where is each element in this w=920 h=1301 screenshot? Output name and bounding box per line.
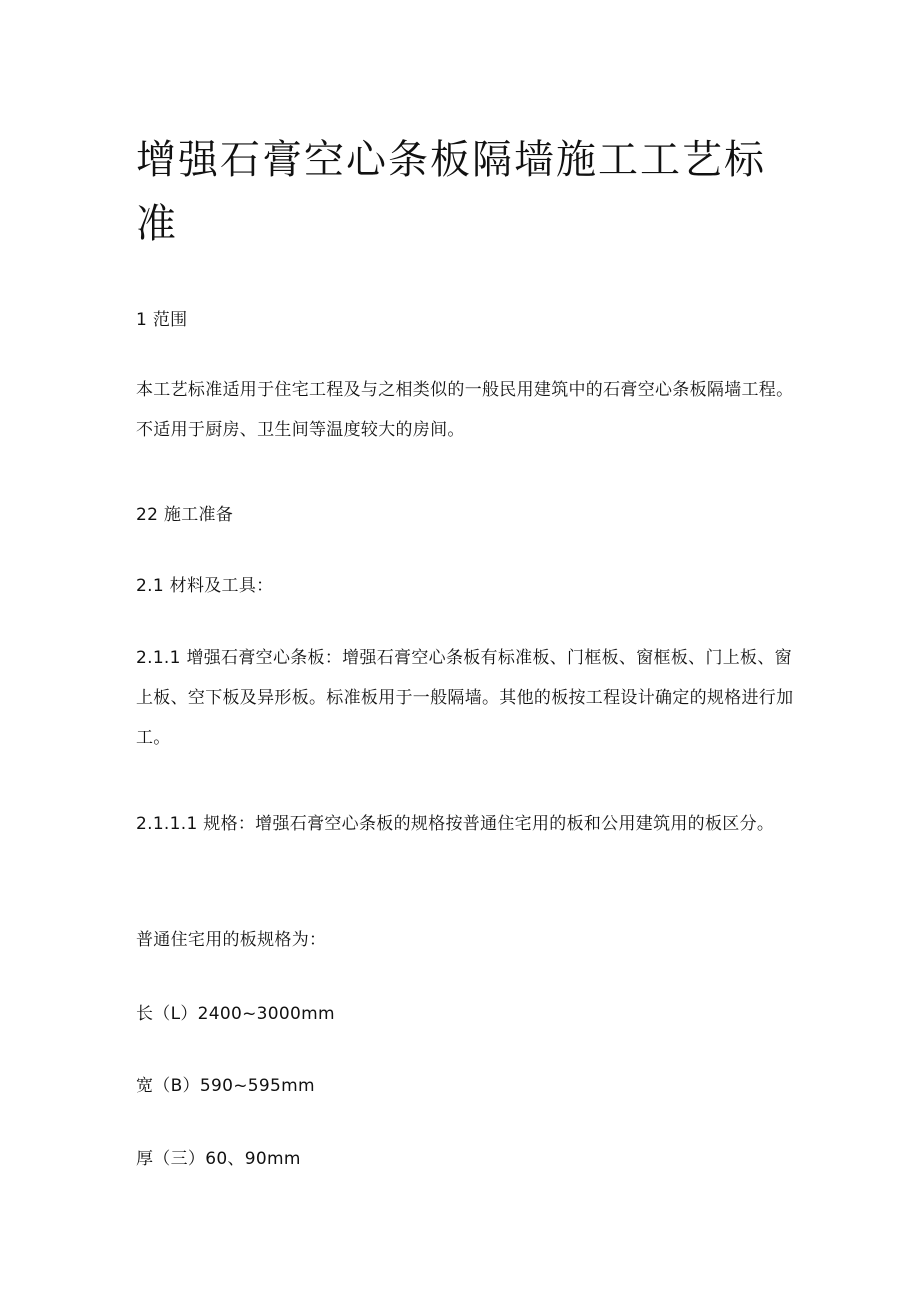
paragraph-scope-text: 本工艺标准适用于住宅工程及与之相类似的一般民用建筑中的石膏空心条板隔墙工程。不适用于厨房、卫生间等温度较大的房间。 bbox=[136, 380, 794, 440]
section-heading-scope: 1 范围 bbox=[136, 310, 188, 330]
section-heading-preparation: 22 施工准备 bbox=[136, 505, 234, 525]
paragraph-board-specifications: 2.1.1.1 规格：增强石膏空心条板的规格按普通住宅用的板和公用建筑用的板区分。 bbox=[136, 814, 775, 834]
paragraph-residential-spec-intro: 普通住宅用的板规格为： bbox=[136, 930, 327, 950]
spec-length: 长（L）2400~3000mm bbox=[136, 1004, 335, 1024]
spec-width: 宽（B）590~595mm bbox=[136, 1076, 315, 1096]
paragraph-board-types: 2.1.1 增强石膏空心条板：增强石膏空心条板有标准板、门框板、窗框板、门上板、窗上板、空下板及异形板。标准板用于一般隔墙。其他的板按工程设计确定的规格进行加工。 bbox=[136, 648, 794, 748]
spec-thickness: 厚（三）60、90mm bbox=[136, 1149, 301, 1169]
document-title: 增强石膏空心条板隔墙施工工艺标准 bbox=[136, 137, 766, 247]
subsection-heading-materials: 2.1 材料及工具： bbox=[136, 576, 274, 596]
